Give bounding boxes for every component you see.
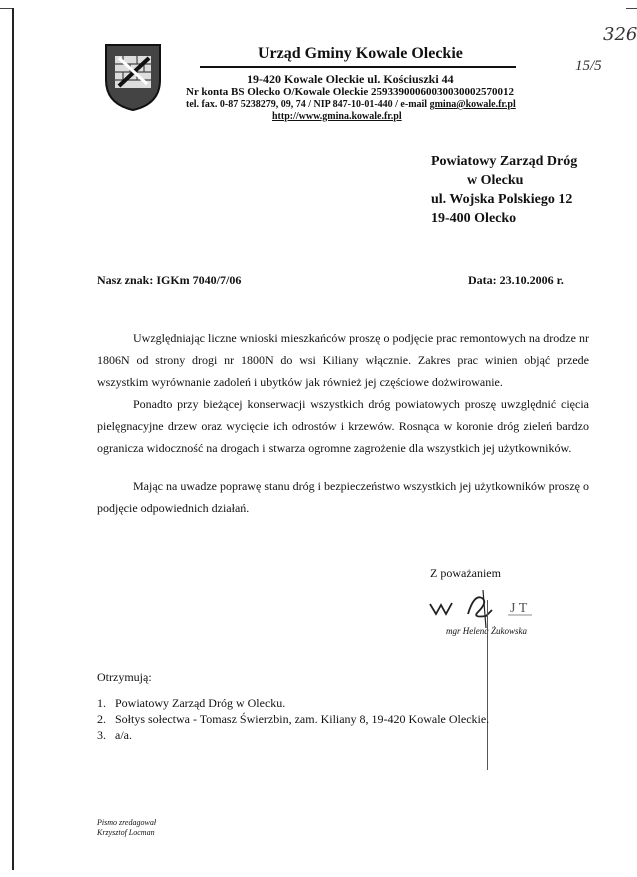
paragraph-2 <box>97 393 589 459</box>
list-text: a/a. <box>115 728 132 742</box>
paragraph-2-text: Ponadto przy bieżącej konserwacji wszystkich dróg powiatowych proszę uwzględnić cięcia pielęgnacyjne drzew oraz wycięcie ich odrostów i krzewów. Rosnąca w koronie dróg zieleń bardzo ogranicza widoczność na drogach i stwarza ogromne zagrożenie dla wszystkich jej użytkowników. <box>97 397 589 455</box>
closing-phrase: Z poważaniem <box>430 566 501 580</box>
recipients-label: Otrzymują: <box>97 670 152 684</box>
signatory-name: mgr Helena Żukowska <box>446 626 527 636</box>
coat-of-arms-logo <box>103 42 163 112</box>
letter-date: Data: 23.10.2006 r. <box>468 273 564 287</box>
contact-line <box>186 99 516 110</box>
list-number: 1. <box>97 696 106 710</box>
author-note-line-2: Krzysztof Locman <box>97 828 155 837</box>
handwritten-number: 326 <box>603 24 637 45</box>
list-number: 2. <box>97 712 106 726</box>
office-name: Urząd Gminy Kowale Oleckie <box>258 45 463 62</box>
reference-number: Nasz znak: IGKm 7040/7/06 <box>97 273 242 287</box>
recipients-list <box>97 695 489 743</box>
recipient-line-2: w Olecku <box>467 173 524 188</box>
email-link[interactable]: gmina@kowale.fr.pl <box>429 99 516 110</box>
author-note <box>97 818 156 838</box>
list-text: Powiatowy Zarząd Dróg w Olecku. <box>115 696 286 710</box>
recipient-line-4: 19-400 Olecko <box>431 211 517 226</box>
author-note-line-1: Pismo zredagował <box>97 818 157 827</box>
office-address: 19-420 Kowale Oleckie ul. Kościuszki 44 <box>247 72 454 86</box>
scan-fold-line <box>487 600 488 770</box>
bank-account: Nr konta BS Olecko O/Kowale Oleckie 25933900060030030002570012 <box>186 86 514 98</box>
paragraph-1-text: Uwzględniając liczne wnioski mieszkańców proszę o podjęcie prac remontowych na drodze nr 1806N od strony drogi nr 1800N do wsi Kiliany włącznie. Zakres prac winien objąć przede wszystkim wyrównanie zadoleń i ubytków jak również jej częściowe dożwirowanie. <box>97 331 589 389</box>
list-item <box>97 711 489 727</box>
recipient-line-3: ul. Wojska Polskiego 12 <box>431 192 573 207</box>
paragraph-3 <box>97 475 589 519</box>
svg-text:J T: J T <box>510 601 528 616</box>
website-link[interactable]: http://www.gmina.kowale.fr.pl <box>272 111 402 122</box>
list-number: 3. <box>97 728 106 742</box>
header-rule <box>200 66 516 68</box>
recipient-line-1: Powiatowy Zarząd Dróg <box>431 154 578 169</box>
list-item <box>97 727 489 743</box>
handwritten-fraction: 15/5 <box>575 58 602 74</box>
paragraph-1 <box>97 327 589 393</box>
recipient-address <box>431 152 577 228</box>
paragraph-3-text: Mając na uwadze poprawę stanu dróg i bezpieczeństwo wszystkich jej użytkowników proszę o podjęcie odpowiednich działań. <box>97 479 589 515</box>
list-text: Sołtys sołectwa - Tomasz Świerzbin, zam. Kiliany 8, 19-420 Kowale Oleckie. <box>115 712 490 726</box>
list-item <box>97 695 489 711</box>
contact-text: tel. fax. 0-87 5238279, 09, 74 / NIP 847-10-01-440 / e-mail <box>186 99 430 110</box>
signature-stamp <box>428 588 538 628</box>
